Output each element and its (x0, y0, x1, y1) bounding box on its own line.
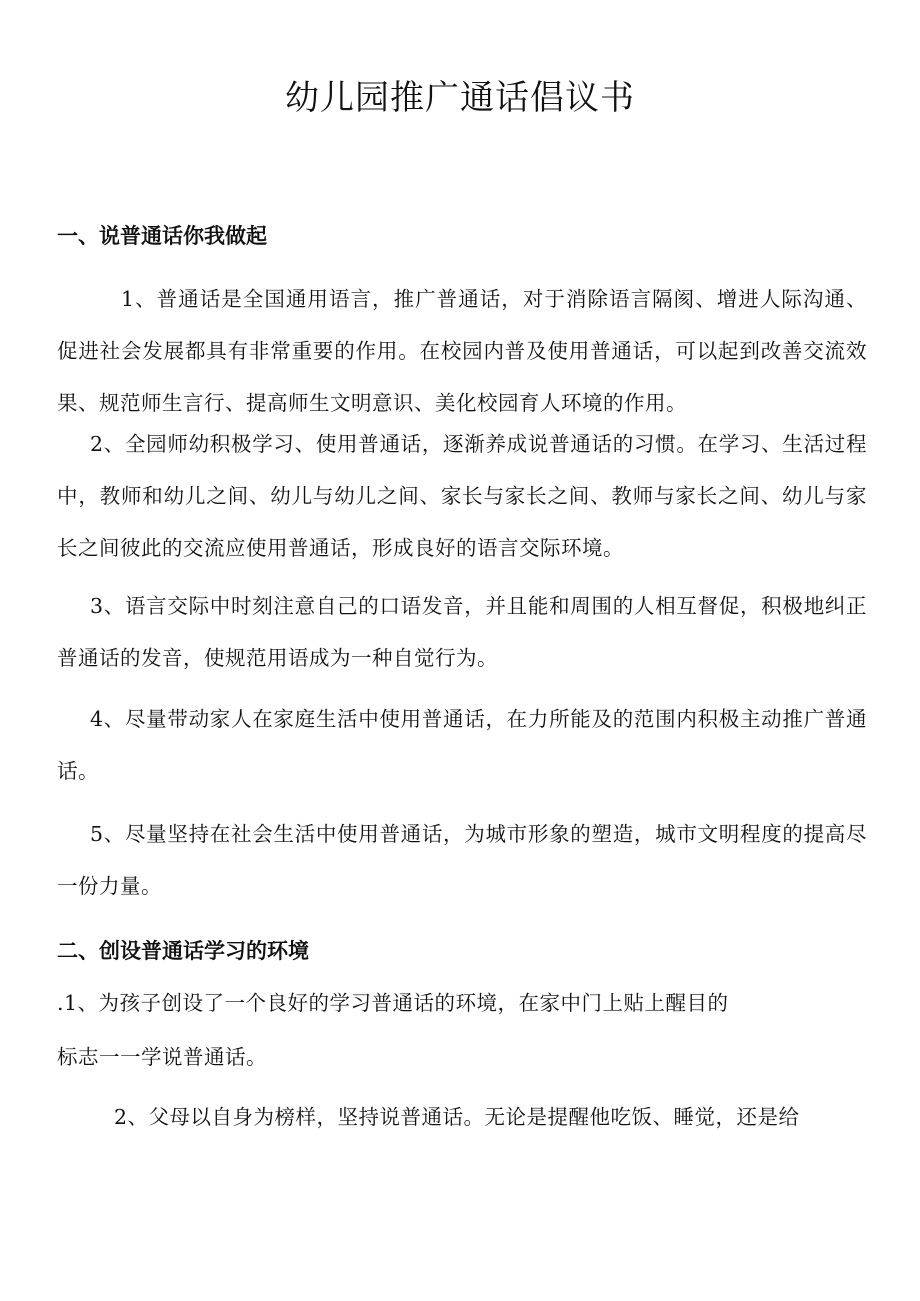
paragraph-2: 2、全园师幼积极学习、使用普通话，逐渐养成说普通话的习惯。在学习、生活过程中，教师和幼儿之间、幼儿与幼儿之间、家长与家长之间、教师与家长之间、幼儿与家长之间彼此的交流应使用普通话，形成良好的语言交际环境。 (57, 432, 867, 560)
section-heading-1: 一、说普通话你我做起 (57, 224, 267, 248)
paragraph-6-line-2: 标志一一学说普通话。 (57, 1045, 267, 1069)
paragraph-7: 2、父母以自身为榜样，坚持说普通话。无论是提醒他吃饭、睡觉，还是给 (114, 1105, 800, 1129)
paragraph-3: 3、语言交际中时刻注意自己的口语发音，并且能和周围的人相互督促，积极地纠正普通话的发音，使规范用语成为一种自觉行为。 (57, 594, 867, 670)
section-heading-2: 二、创设普通话学习的环境 (57, 939, 309, 963)
paragraph-4: 4、尽量带动家人在家庭生活中使用普通话，在力所能及的范围内积极主动推广普通话。 (57, 707, 867, 783)
paragraph-6-line-1: .1、为孩子创设了一个良好的学习普通话的环境，在家中门上贴上醒目的 (57, 991, 729, 1015)
paragraph-1: 1、普通话是全国通用语言，推广普通话，对于消除语言隔阂、增进人际沟通、促进社会发展都具有非常重要的作用。在校园内普及使用普通话，可以起到改善交流效果、规范师生言行、提高师生文明意识、美化校园育人环境的作用。 (57, 287, 867, 415)
paragraph-5: 5、尽量坚持在社会生活中使用普通话，为城市形象的塑造，城市文明程度的提高尽一份力量。 (57, 822, 867, 898)
document-title: 幼儿园推广通话倡议书 (285, 78, 635, 118)
